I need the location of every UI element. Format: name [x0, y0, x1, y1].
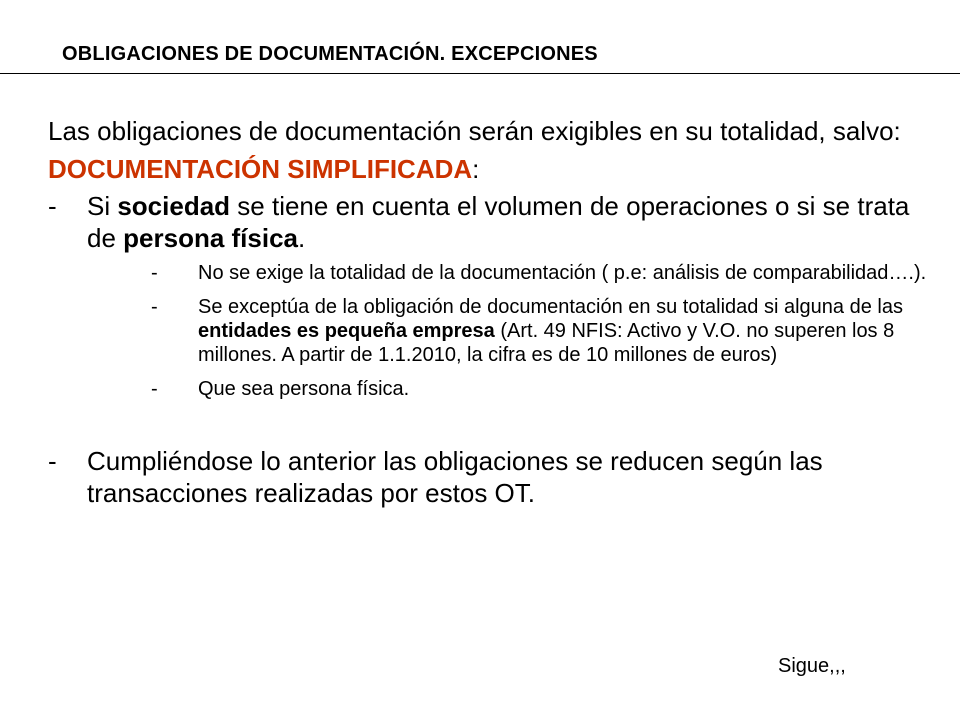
- intro-paragraph: Las obligaciones de documentación serán exigibles en su totalidad, salvo:: [48, 116, 901, 146]
- sub-bullet-item: [151, 295, 951, 367]
- slide-title: OBLIGACIONES DE DOCUMENTACIÓN. EXCEPCIONES: [62, 43, 598, 65]
- bullet-cumpliendose: [48, 445, 928, 509]
- bullet1-text-3: .: [298, 223, 306, 253]
- sub-bullet-text-1: Se exceptúa de la obligación de documentación en su totalidad si alguna de las: [198, 296, 903, 318]
- subheading-text: DOCUMENTACIÓN SIMPLIFICADA: [48, 154, 473, 184]
- subheading-colon: :: [472, 154, 480, 184]
- bullet1-text-1: Si: [87, 191, 118, 221]
- sub-bullet-dash: -: [151, 378, 158, 400]
- bullet-sociedad: [48, 190, 928, 254]
- slide-body: [48, 115, 928, 509]
- sub-bullet-item: [151, 261, 951, 285]
- section-subheading: [48, 153, 928, 185]
- sub-bullet-bold: entidades es pequeña empresa: [198, 320, 495, 342]
- sub-bullet-dash: -: [151, 296, 158, 318]
- continue-note: Sigue,,,: [778, 655, 846, 677]
- bullet-dash: -: [48, 191, 57, 221]
- sub-bullet-list: [151, 261, 951, 401]
- bullet-dash: -: [48, 446, 57, 476]
- bullet1-bold-sociedad: sociedad: [117, 191, 231, 221]
- bullet2-text: Cumpliéndose lo anterior las obligaciones se reducen según las transacciones realizadas por estos OT.: [87, 446, 823, 508]
- title-divider: [0, 73, 960, 74]
- sub-bullet-text: No se exige la totalidad de la documentación ( p.e: análisis de comparabilidad….).: [198, 262, 927, 284]
- bullet1-bold-persona: persona física: [123, 223, 299, 253]
- sub-bullet-text-2: (Art. 49 NFIS: Activo y V.O. no superen los 8 millones. A partir de 1.1.2010, la cifra es de 10 millones de euros): [198, 320, 895, 366]
- bullet1-text-2: se tiene en cuenta el volumen de operaciones o si se trata de: [87, 191, 910, 253]
- sub-bullet-item: [151, 377, 951, 401]
- sub-bullet-dash: -: [151, 262, 158, 284]
- sub-bullet-text: Que sea persona física.: [198, 378, 410, 400]
